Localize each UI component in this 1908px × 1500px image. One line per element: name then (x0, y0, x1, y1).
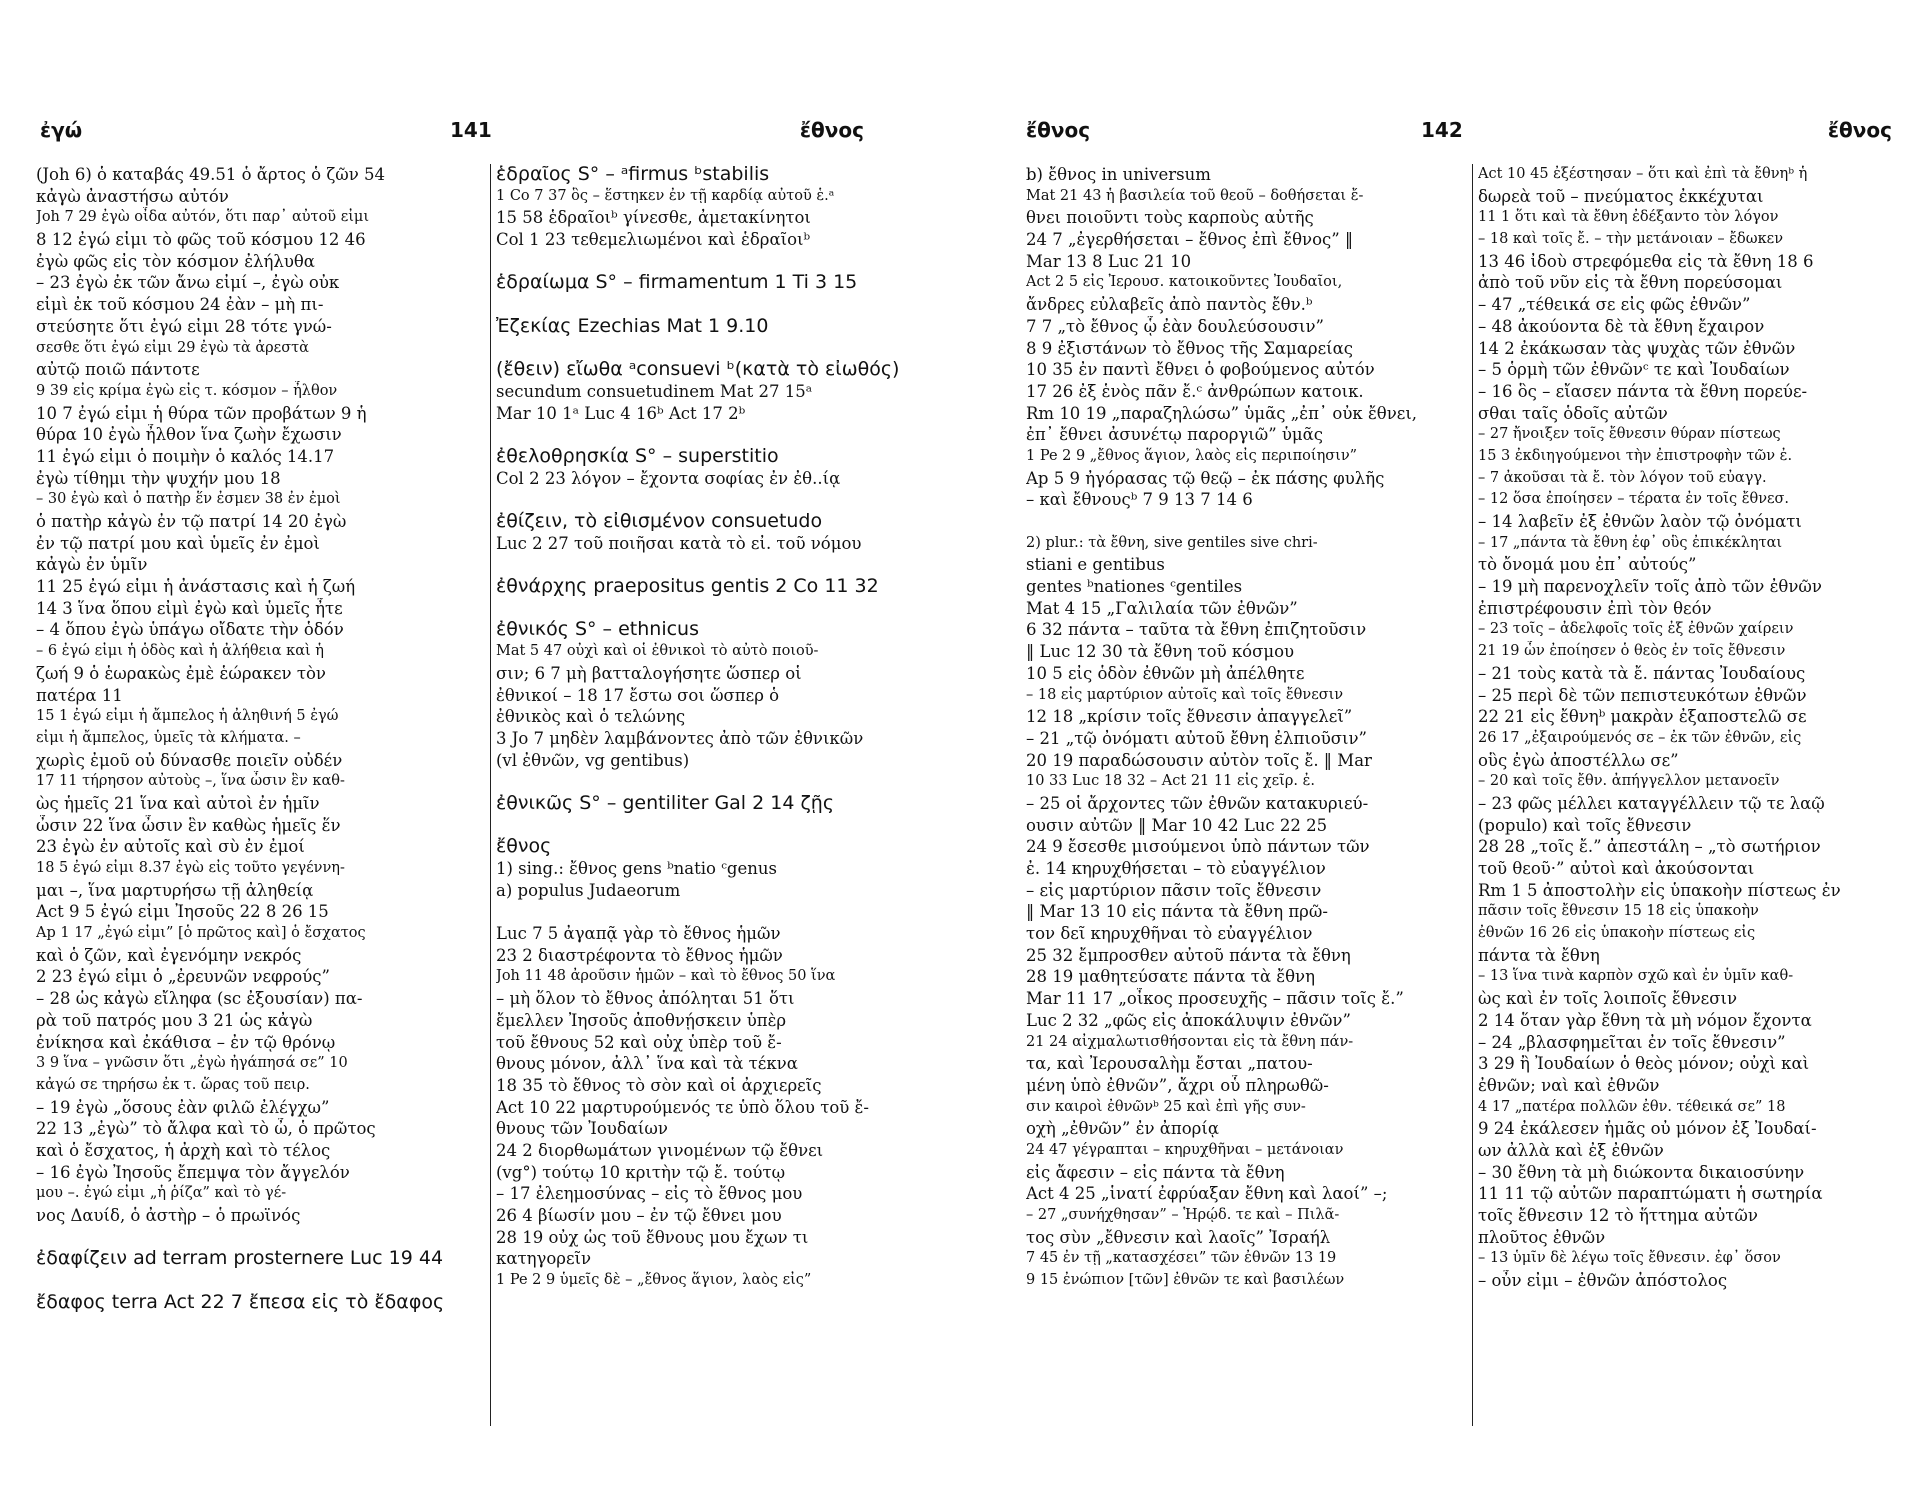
text-line: τα, καὶ Ἰερουσαλὴμ ἔσται „πατου- (1026, 1054, 1313, 1074)
running-head-left: ἔθνος (1026, 118, 1091, 142)
text-line: ὁ πατὴρ κἀγὼ ἐν τῷ πατρί 14 20 ἐγὼ (36, 512, 347, 531)
text-line: 8 12 ἐγώ εἰμι τὸ φῶς τοῦ κόσμου 12 46 (36, 230, 366, 250)
text-line: 7 45 ἐν τῇ „κατασχέσει” τῶν ἐθνῶν 13 19 (1026, 1250, 1337, 1267)
text-line: μένη ὑπὸ ἐθνῶν”, ἄχρι οὗ πληρωθῶ- (1026, 1075, 1329, 1095)
text-line: (vg°) τούτῳ 10 κριτὴν τῷ ἔ. τούτῳ (496, 1162, 786, 1182)
text-line: 6 32 πάντα – ταῦτα τὰ ἔθνη ἐπιζητοῦσιν (1026, 620, 1367, 640)
text-line: σεσθε ὅτι ἐγώ εἰμι 29 ἐγὼ τὰ ἀρεστὰ (36, 339, 309, 356)
text-line: – 7 ἀκοῦσαι τὰ ἔ. τὸν λόγον τοῦ εὐαγγ. (1478, 469, 1767, 486)
text-line: – 16 ὃς – εἴασεν πάντα τὰ ἔθνη πορεύε- (1478, 381, 1808, 401)
text-line: 10 35 ἐν παντὶ ἔθνει ὁ φοβούμενος αὐτόν (1026, 360, 1375, 380)
text-line: ἐθίζειν, τὸ εἰθισμένον consuetudo (496, 511, 823, 532)
text-line: κατηγορεῖν (496, 1249, 592, 1269)
text-line: τοῖς ἔθνεσιν 12 τὸ ἥττημα αὐτῶν (1478, 1206, 1758, 1225)
text-line: 21 19 ὧν ἐποίησεν ὁ θεὸς ἐν τοῖς ἔθνεσιν (1478, 643, 1786, 660)
text-line: 2) plur.: τὰ ἔθνη, sive gentiles sive chri- (1026, 534, 1318, 551)
text-line: 14 3 ἵνα ὅπου εἰμὶ ἐγὼ καὶ ὑμεῖς ἦτε (36, 598, 343, 618)
text-line: ὼς καὶ ἐν τοῖς λοιποῖς ἔθνεσιν (1478, 989, 1737, 1009)
text-line: ἐθνικὸς καὶ ὁ τελώνης (496, 707, 686, 727)
text-line: τὸ ὄνομά μου ἐπ᾽ αὐτούς” (1478, 555, 1697, 575)
text-line: – 30 ἔθνη τὰ μὴ διώκοντα δικαιοσύνην (1478, 1162, 1805, 1182)
text-line: Act 9 5 ἐγώ εἰμι Ἰησοῦς 22 8 26 15 (36, 902, 329, 922)
text-line: Mat 21 43 ἡ βασιλεία τοῦ θεοῦ – δοθήσεται ἔ- (1026, 187, 1364, 204)
text-line: – 27 ἤνοιξεν τοῖς ἔθνεσιν θύραν πίστεως (1478, 426, 1781, 443)
text-line (36, 1227, 484, 1249)
text-line: οχὴ „ἐθνῶν” ἐν ἀπορίᾳ (1026, 1119, 1219, 1139)
text-line: – 17 „πάντα τὰ ἔθνη ἐφ᾽ οὓς ἐπικέκληται (1478, 534, 1783, 551)
text-line: θνους μόνον, ἀλλ᾽ ἵνα καὶ τὰ τέκνα (496, 1054, 798, 1074)
text-line: καὶ ὁ ζῶν, καὶ ἐγενόμην νεκρός (36, 945, 302, 965)
text-line: εἰμὶ ἐκ τοῦ κόσμου 24 ἐὰν – μὴ πι- (36, 295, 324, 315)
column-divider (490, 164, 491, 1426)
text-line: ρὰ τοῦ πατρός μου 3 21 ὡς κἀγὼ (36, 1010, 313, 1030)
text-line: κἀγὼ ἀναστήσω αὐτόν (36, 186, 229, 206)
text-line: ἔμελλεν Ἰησοῦς ἀποθνῄσκειν ὑπὲρ (496, 1010, 787, 1030)
text-line: – 23 ἐγὼ ἐκ τῶν ἄνω εἰμί –, ἐγὼ οὐκ (36, 273, 340, 293)
text-line: Mat 5 47 οὐχὶ καὶ οἱ ἐθνικοὶ τὸ αὐτὸ ποιοῦ- (496, 643, 819, 660)
text-line: 14 2 ἐκάκωσαν τὰς ψυχὰς τῶν ἐθνῶν (1478, 338, 1796, 358)
text-line: καὶ ὁ ἔσχατος, ἡ ἀρχὴ καὶ τὸ τέλος (36, 1140, 331, 1160)
text-line: 24 2 διορθωμάτων γινομένων τῷ ἔθνει (496, 1140, 824, 1160)
text-line: 24 9 ἔσεσθε μισούμενοι ὑπὸ πάντων τῶν (1026, 837, 1370, 857)
text-line: – 16 ἐγὼ Ἰησοῦς ἔπεμψα τὸν ἄγγελόν (36, 1162, 350, 1182)
text-line (496, 424, 946, 446)
text-line: 24 47 γέγραπται – κηρυχθῆναι – μετάνοιαν (1026, 1141, 1344, 1158)
text-line (496, 338, 946, 360)
text-line: – 13 ὑμῖν δὲ λέγω τοῖς ἔθνεσιν. ἐφ᾽ ὅσον (1478, 1250, 1781, 1267)
text-line: ‖ Luc 12 30 τὰ ἔθνη τοῦ κόσμου (1026, 642, 1295, 662)
text-line: – 18 καὶ τοῖς ἔ. – τὴν μετάνοιαν – ἔδωκεν (1478, 231, 1784, 248)
text-line: stiani e gentibus (1026, 555, 1165, 575)
text-line: μου –. ἐγώ εἰμι „ἡ ῥίζα” καὶ τὸ γέ- (36, 1185, 287, 1202)
text-line: Act 4 25 „ἱνατί ἐφρύαξαν ἔθνη καὶ λαοί” –; (1026, 1184, 1388, 1204)
text-line: Col 2 23 λόγον – ἔχοντα σοφίας ἐν ἐθ..ίᾳ (496, 468, 841, 488)
text-line: – 28 ὡς κἀγὼ εἴληφα (sc ἐξουσίαν) πα- (36, 989, 363, 1009)
running-head-right: ἔθνος (1827, 118, 1892, 142)
text-line: 28 19 μαθητεύσατε πάντα τὰ ἔθνη (1026, 967, 1315, 987)
text-line: πατέρα 11 (36, 685, 123, 705)
text-line: ἐθελοθρησκία S° – superstitio (496, 445, 779, 467)
text-line: ἀπὸ τοῦ νῦν εἰς τὰ ἔθνη πορεύσομαι (1478, 273, 1783, 293)
text-line: 26 4 βίωσίν μου – ἐν τῷ ἔθνει μου (496, 1206, 782, 1225)
column-right (496, 164, 946, 1292)
text-line: ἔδαφος terra Act 22 7 ἔπεσα εἰς τὸ ἔδαφος (36, 1291, 445, 1313)
text-line: 9 39 εἰς κρίμα ἐγὼ εἰς τ. κόσμον – ἦλθον (36, 382, 338, 399)
text-line: 2 23 ἐγώ εἰμι ὁ „ἐρευνῶν νεφρούς” (36, 967, 330, 987)
text-line: (ἔθειν) εἴωθα ᵃconsuevi ᵇ(κατὰ τὸ εἰωθός) (496, 359, 900, 381)
text-line: πάντα τὰ ἔθνη (1478, 945, 1600, 965)
text-line: – 17 ἐλεημοσύνας – εἰς τὸ ἔθνος μου (496, 1184, 803, 1204)
text-line: Act 10 45 ἐξέστησαν – ὅτι καὶ ἐπὶ τὰ ἔθνηᵇ ἡ (1478, 166, 1808, 182)
text-line: ὦσιν 22 ἵνα ὦσιν ἓν καθὼς ἡμεῖς ἕν (36, 815, 341, 835)
text-line: 8 9 ἐξιστάνων τὸ ἔθνος τῆς Σαμαρείας (1026, 338, 1354, 358)
text-line: ἐπ᾽ ἔθνει ἀσυνέτῳ παροργιῶ” ὑμᾶς (1026, 425, 1324, 445)
text-line: 15 1 ἐγώ εἰμι ἡ ἄμπελος ἡ ἀληθινή 5 ἐγώ (36, 708, 339, 725)
text-line: Ap 1 17 „ἐγώ εἰμι” [ὁ πρῶτος καὶ] ὁ ἔσχατος (36, 925, 366, 942)
text-line (496, 554, 946, 576)
text-line: 7 7 „τὸ ἔθνος ᾧ ἐὰν δουλεύσουσιν” (1026, 316, 1324, 336)
text-line: – 48 ἀκούοντα δὲ τὰ ἔθνη ἔχαιρον (1478, 316, 1765, 336)
text-line: κἀγώ σε τηρήσω ἐκ τ. ὥρας τοῦ πειρ. (36, 1076, 310, 1093)
text-line: Joh 11 48 ἀροῦσιν ἡμῶν – καὶ τὸ ἔθνος 50 ἵνα (496, 968, 836, 985)
text-line: – 25 περὶ δὲ τῶν πεπιστευκότων ἐθνῶν (1478, 685, 1807, 705)
text-line: 3 9 ἵνα – γνῶσιν ὅτι „ἐγὼ ἠγάπησά σε” 10 (36, 1055, 348, 1072)
text-line: ἐθνῶν 16 26 εἰς ὑπακοὴν πίστεως εἰς (1478, 925, 1756, 942)
text-line: 22 13 „ἐγὼ” τὸ ἄλφα καὶ τὸ ὦ, ὁ πρῶτος (36, 1119, 376, 1139)
text-line: ἔθνος (496, 836, 552, 858)
text-line: τοῦ ἔθνους 52 καὶ οὐχ ὑπὲρ τοῦ ἔ- (496, 1032, 782, 1052)
text-line: δωρεὰ τοῦ – πνεύματος ἐκκέχυται (1478, 186, 1764, 206)
text-line (496, 294, 946, 316)
text-line: 1 Pe 2 9 „ἔθνος ἅγιον, λαὸς εἰς περιποίησιν” (1026, 447, 1358, 464)
text-line: 1 Pe 2 9 ὑμεῖς δὲ – „ἔθνος ἅγιον, λαὸς εἰς” (496, 1272, 812, 1289)
text-line: Luc 2 32 „φῶς εἰς ἀποκάλυψιν ἐθνῶν” (1026, 1010, 1351, 1030)
text-line: εἰς ἄφεσιν – εἰς πάντα τὰ ἔθνη (1026, 1162, 1285, 1182)
text-line: 21 24 αἰχμαλωτισθήσονται εἰς τὰ ἔθνη πάν- (1026, 1033, 1354, 1050)
text-line: 17 26 ἐξ ἑνὸς πᾶν ἔ.ᶜ ἀνθρώπων κατοικ. (1026, 381, 1364, 401)
text-line: τος σὺν „ἔθνεσιν καὶ λαοῖς” Ἰσραήλ (1026, 1227, 1331, 1247)
text-line: – 13 ἵνα τινὰ καρπὸν σχῶ καὶ ἐν ὑμῖν καθ- (1478, 968, 1794, 985)
text-line: Mat 4 15 „Γαλιλαία τῶν ἐθνῶν” (1026, 598, 1298, 618)
column-right (1478, 164, 1906, 1292)
text-line: σθαι ταῖς ὁδοῖς αὐτῶν (1478, 403, 1668, 423)
column-left (36, 164, 484, 1313)
page-number: 141 (450, 118, 492, 142)
text-line: Luc 7 5 ἀγαπᾷ γὰρ τὸ ἔθνος ἡμῶν (496, 924, 781, 944)
text-line (1026, 511, 1466, 533)
text-line: – 24 „βλασφημεῖται ἐν τοῖς ἔθνεσιν” (1478, 1032, 1786, 1052)
text-line: 11 11 τῷ αὐτῶν παραπτώματι ἡ σωτηρία (1478, 1184, 1823, 1204)
text-line: 17 11 τήρησον αὐτοὺς –, ἵνα ὦσιν ἓν καθ- (36, 773, 345, 790)
text-line: – εἰς μαρτύριον πᾶσιν τοῖς ἔθνεσιν (1026, 880, 1322, 900)
text-line: 11 25 ἐγώ εἰμι ἡ ἀνάστασις καὶ ἡ ζωή (36, 577, 356, 597)
text-line: (Joh 6) ὁ καταβάς 49.51 ὁ ἄρτος ὁ ζῶν 54 (36, 165, 386, 184)
text-line: ὼς ἡμεῖς 21 ἵνα καὶ αὐτοὶ ἐν ἡμῖν (36, 793, 320, 813)
text-line: Mar 11 17 „οἶκος προσευχῆς – πᾶσιν τοῖς ἔ.” (1026, 989, 1404, 1009)
text-line: ἐθνῶν; ναὶ καὶ ἐθνῶν (1478, 1075, 1660, 1095)
text-line: 22 21 εἰς ἔθνηᵇ μακρὰν ἐξαποστελῶ σε (1478, 707, 1807, 727)
column-divider (1472, 164, 1473, 1426)
text-line: ἐνίκησα καὶ ἐκάθισα – ἐν τῷ θρόνῳ (36, 1032, 336, 1052)
text-line: 10 33 Luc 18 32 – Act 21 11 εἰς χεῖρ. ἐ. (1026, 773, 1315, 790)
text-line: 24 7 „ἐγερθήσεται – ἔθνος ἐπὶ ἔθνος” ‖ (1026, 230, 1354, 250)
text-line: ἑδραίωμα S° – firmamentum 1 Ti 3 15 (496, 272, 858, 294)
text-line: ἐθνικοί – 18 17 ἔστω σοι ὥσπερ ὁ (496, 685, 780, 705)
text-line: 10 5 εἰς ὁδὸν ἐθνῶν μὴ ἀπέλθητε (1026, 663, 1305, 683)
text-line: θύρα 10 ἐγὼ ἦλθον ἵνα ζωὴν ἔχωσιν (36, 425, 342, 445)
text-line: 9 24 ἐκάλεσεν ἡμᾶς οὐ μόνον ἐξ Ἰουδαί- (1478, 1119, 1817, 1139)
text-line: ‖ Mar 13 10 εἰς πάντα τὰ ἔθνη πρῶ- (1026, 902, 1328, 922)
text-line: 1) sing.: ἔθνος gens ᵇnatio ᶜgenus (496, 859, 777, 878)
text-line: Luc 2 27 τοῦ ποιῆσαι κατὰ τὸ εἰ. τοῦ νόμου (496, 533, 862, 553)
text-line: μαι –, ἵνα μαρτυρήσω τῇ ἀληθείᾳ (36, 880, 314, 900)
text-line: σιν; 6 7 μὴ βατταλογήσητε ὥσπερ οἱ (496, 663, 802, 683)
text-line: ων ἀλλὰ καὶ ἐξ ἐθνῶν (1478, 1140, 1664, 1160)
text-line (496, 598, 946, 620)
text-line: – 12 ὅσα ἐποίησεν – τέρατα ἐν τοῖς ἔθνεσ. (1478, 491, 1790, 508)
text-line: Ἐζεκίας Ezechias Mat 1 9.10 (496, 315, 769, 337)
column-left (1026, 164, 1466, 1292)
text-line: 11 ἐγώ εἰμι ὁ ποιμὴν ὁ καλός 14.17 (36, 446, 335, 466)
text-line: – 18 εἰς μαρτύριον αὐτοῖς καὶ τοῖς ἔθνεσιν (1026, 686, 1344, 703)
text-line: 4 17 „πατέρα πολλῶν ἐθν. τέθεικά σε” 18 (1478, 1098, 1786, 1115)
text-line: – μὴ ὅλον τὸ ἔθνος ἀπόληται 51 ὅτι (496, 989, 795, 1009)
text-line: – 14 λαβεῖν ἐξ ἐθνῶν λαὸν τῷ ὀνόματι (1478, 512, 1802, 531)
text-line: 3 29 ἢ Ἰουδαίων ὁ θεὸς μόνον; οὐχὶ καὶ (1478, 1054, 1810, 1074)
text-line: σιν καιροὶ ἐθνῶνᵇ 25 καὶ ἐπὶ γῆς συν- (1026, 1098, 1306, 1115)
running-head-right: ἔθνος (799, 118, 864, 142)
text-line: – 27 „συνήχθησαν” – Ἡρῴδ. τε καὶ – Πιλᾶ- (1026, 1207, 1340, 1223)
text-line: νος Δαυίδ, ὁ ἀστὴρ – ὁ πρωϊνός (36, 1206, 301, 1225)
text-line (496, 489, 946, 511)
text-line: στεύσητε ὅτι ἐγώ εἰμι 28 τότε γνώ- (36, 316, 332, 336)
page-142 (954, 0, 1908, 1500)
text-line: Act 2 5 εἰς Ἰερουσ. κατοικοῦντες Ἰουδαῖοι, (1026, 274, 1343, 291)
text-line: – 25 οἱ ἄρχοντες τῶν ἐθνῶν κατακυριεύ- (1026, 793, 1369, 813)
text-line: – 23 τοῖς – ἀδελφοῖς τοῖς ἐξ ἐθνῶν χαίρειν (1478, 621, 1794, 638)
text-line: – 21 „τῷ ὀνόματι αὐτοῦ ἔθνη ἐλπιοῦσιν” (1026, 728, 1367, 748)
text-line: 23 ἐγὼ ἐν αὐτοῖς καὶ σὺ ἐν ἐμοί (36, 837, 305, 857)
text-line: 13 46 ἰδοὺ στρεφόμεθα εἰς τὰ ἔθνη 18 6 (1478, 251, 1814, 271)
text-line: 26 17 „ἐξαιρούμενός σε – ἐκ τῶν ἐθνῶν, εἰς (1478, 729, 1802, 746)
text-line: Joh 7 29 ἐγὼ οἶδα αὐτόν, ὅτι παρ᾽ αὐτοῦ εἰμι (36, 209, 370, 226)
text-line: αὐτῷ ποιῶ πάντοτε (36, 360, 200, 380)
text-line: ἐδαφίζειν ad terram prosternere Luc 19 44 (36, 1248, 444, 1270)
text-line: gentes ᵇnationes ᶜgentiles (1026, 577, 1243, 597)
text-line (496, 901, 946, 923)
text-line: 23 2 διαστρέφοντα τὸ ἔθνος ἡμῶν (496, 945, 783, 965)
text-line: θνει ποιοῦντι τοὺς καρποὺς αὐτῆς (1026, 208, 1314, 228)
text-line: 20 19 παραδώσουσιν αὐτὸν τοῖς ἔ. ‖ Mar (1026, 750, 1372, 770)
text-line: ἐν τῷ πατρί μου καὶ ὑμεῖς ἐν ἐμοὶ (36, 533, 320, 553)
text-line: πᾶσιν τοῖς ἔθνεσιν 15 18 εἰς ὑπακοὴν (1478, 903, 1759, 920)
text-line: ἑδραῖος S° – ᵃfirmus ᵇstabilis (496, 164, 770, 185)
text-line: οὓς ἐγὼ ἀποστέλλω σε” (1478, 750, 1679, 770)
text-line: 9 15 ἐνώπιον [τῶν] ἐθνῶν τε καὶ βασιλέων (1026, 1272, 1345, 1289)
text-line (496, 815, 946, 837)
text-line: τον δεῖ κηρυχθῆναι τὸ εὐαγγέλιον (1026, 924, 1313, 944)
text-line: 2 14 ὅταν γὰρ ἔθνη τὰ μὴ νόμον ἔχοντα (1478, 1010, 1812, 1030)
text-line: Rm 1 5 ἀποστολὴν εἰς ὑπακοὴν πίστεως ἐν (1478, 880, 1841, 900)
text-line: – 5 ὁρμὴ τῶν ἐθνῶνᶜ τε καὶ Ἰουδαίων (1478, 360, 1790, 380)
text-line: Rm 10 19 „παραζηλώσω” ὑμᾶς „ἐπ᾽ οὐκ ἔθνει, (1026, 403, 1418, 423)
text-line: ἐπιστρέφουσιν ἐπὶ τὸν θεόν (1478, 598, 1712, 618)
text-line: θνους τῶν Ἰουδαίων (496, 1119, 668, 1139)
text-line (36, 1270, 484, 1292)
text-line: – 21 τοὺς κατὰ τὰ ἔ. πάντας Ἰουδαίους (1478, 663, 1806, 683)
text-line: Col 1 23 τεθεμελιωμένοι καὶ ἑδραῖοιᵇ (496, 230, 811, 250)
page-number: 142 (1421, 118, 1463, 142)
text-line: Ap 5 9 ἠγόρασας τῷ θεῷ – ἐκ πάσης φυλῆς (1026, 468, 1385, 488)
text-line: 15 3 ἐκδιηγούμενοι τὴν ἐπιστροφὴν τῶν ἐ. (1478, 447, 1793, 464)
text-line: πλοῦτος ἐθνῶν (1478, 1227, 1606, 1247)
text-line: (populo) καὶ τοῖς ἔθνεσιν (1478, 815, 1692, 835)
text-line: a) populus Judaeorum (496, 880, 681, 900)
text-line: 28 19 οὐχ ὡς τοῦ ἔθνους μου ἔχων τι (496, 1227, 809, 1247)
text-line: 25 32 ἔμπροσθεν αὐτοῦ πάντα τὰ ἔθνη (1026, 945, 1351, 965)
text-line: ἄνδρες εὐλαβεῖς ἀπὸ παντὸς ἔθν.ᵇ (1026, 295, 1313, 315)
text-line: κἀγὼ ἐν ὑμῖν (36, 555, 148, 575)
text-line: – 47 „τέθεικά σε εἰς φῶς ἐθνῶν” (1478, 295, 1751, 315)
text-line: – 19 ἐγὼ „ὅσους ἐὰν φιλῶ ἐλέγχω” (36, 1097, 330, 1117)
text-line: εἰμι ἡ ἄμπελος, ὑμεῖς τὰ κλήματα. – (36, 729, 301, 746)
text-line: ζωή 9 ὁ ἑωρακὼς ἐμὲ ἑώρακεν τὸν (36, 663, 326, 683)
text-line: τοῦ θεοῦ·” αὐτοὶ καὶ ἀκούσονται (1478, 859, 1755, 878)
text-line: ἐθνικός S° – ethnicus (496, 619, 699, 641)
text-line: 11 1 ὅτι καὶ τὰ ἔθνη ἐδέξαντο τὸν λόγον (1478, 209, 1779, 226)
text-line: 18 35 τὸ ἔθνος τὸ σὸν καὶ οἱ ἀρχιερεῖς (496, 1075, 822, 1095)
text-line: – 4 ὅπου ἐγὼ ὑπάγω οἴδατε τὴν ὁδόν (36, 620, 344, 640)
text-line: ἐθνάρχης praepositus gentis 2 Co 11 32 (496, 576, 879, 598)
text-line: – καὶ ἔθνουςᵇ 7 9 13 7 14 6 (1026, 490, 1253, 510)
text-line: Act 10 22 μαρτυρούμενός τε ὑπὸ ὅλου τοῦ ἔ- (496, 1097, 869, 1117)
text-line: 18 5 ἐγώ εἰμι 8.37 ἐγὼ εἰς τοῦτο γεγέννη- (36, 860, 345, 876)
text-line: 10 7 ἐγώ εἰμι ἡ θύρα τῶν προβάτων 9 ἡ (36, 403, 367, 423)
text-line: ἐθνικῶς S° – gentiliter Gal 2 14 ζῇς (496, 792, 835, 814)
text-line: (vl ἐθνῶν, vg gentibus) (496, 750, 690, 770)
text-line: 12 18 „κρίσιν τοῖς ἔθνεσιν ἀπαγγελεῖ” (1026, 707, 1353, 727)
text-line: 28 28 „τοῖς ἔ.” ἀπεστάλη – „τὸ σωτήριον (1478, 837, 1821, 857)
text-line: – 6 ἐγώ εἰμι ἡ ὁδὸς καὶ ἡ ἀλήθεια καὶ ἡ (36, 643, 324, 660)
text-line: b) ἔθνος in universum (1026, 165, 1211, 184)
text-line: ουσιν αὐτῶν ‖ Mar 10 42 Luc 22 25 (1026, 815, 1328, 835)
text-line: – οὖν εἰμι – ἐθνῶν ἀπόστολος (1478, 1271, 1728, 1291)
text-line: Mar 13 8 Luc 21 10 (1026, 251, 1192, 271)
text-line: 1 Co 7 37 ὃς – ἕστηκεν ἐν τῇ καρδίᾳ αὐτοῦ ἑ.ᵃ (496, 187, 835, 204)
text-line (496, 771, 946, 793)
text-line: secundum consuetudinem Mat 27 15ᵃ (496, 381, 813, 401)
text-line: Mar 10 1ᵃ Luc 4 16ᵇ Act 17 2ᵇ (496, 403, 746, 423)
text-line: – 20 καὶ τοῖς ἔθν. ἀπήγγελλον μετανοεῖν (1478, 773, 1780, 790)
text-line (496, 251, 946, 273)
text-line: – 30 ἐγὼ καὶ ὁ πατὴρ ἕν ἐσμεν 38 ἐν ἐμοὶ (36, 491, 341, 508)
text-line: χωρὶς ἐμοῦ οὐ δύνασθε ποιεῖν οὐδέν (36, 750, 343, 770)
text-line: ἐ. 14 κηρυχθήσεται – τὸ εὐαγγέλιον (1026, 859, 1326, 878)
text-line: – 19 μὴ παρενοχλεῖν τοῖς ἀπὸ τῶν ἐθνῶν (1478, 577, 1822, 597)
text-line: 15 58 ἑδραῖοιᵇ γίνεσθε, ἀμετακίνητοι (496, 208, 811, 228)
text-line: ἐγὼ φῶς εἰς τὸν κόσμον ἐλήλυθα (36, 251, 315, 271)
text-line: 3 Jo 7 μηδὲν λαμβάνοντες ἀπὸ τῶν ἐθνικῶν (496, 728, 864, 748)
text-line: – 23 φῶς μέλλει καταγγέλλειν τῷ τε λαῷ (1478, 793, 1825, 813)
text-line: ἐγὼ τίθημι τὴν ψυχήν μου 18 (36, 468, 281, 488)
running-head-left: ἐγώ (40, 118, 83, 142)
